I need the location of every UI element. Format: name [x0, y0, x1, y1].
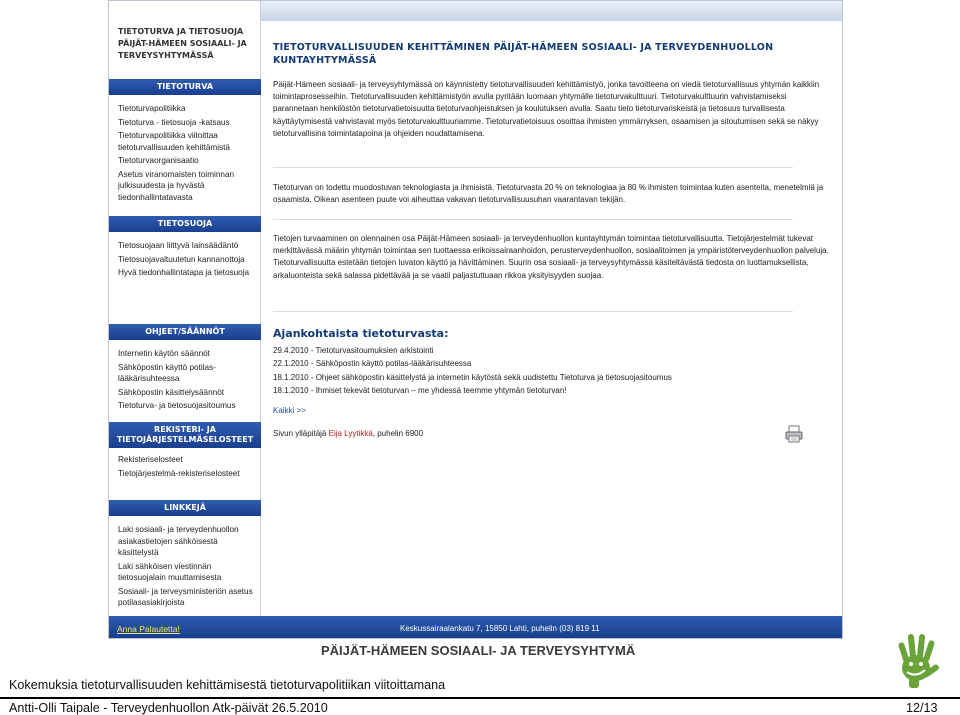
news-item[interactable]: 18.1.2010 - Ihmiset tekevät tietoturvan – me yhdessä teemme yhtymän tietoturvan!	[273, 385, 567, 395]
nav-item[interactable]: Sähköpostin käsittelysäännöt	[118, 387, 225, 397]
technology-paragraph: Tietoturvan on todettu muodostuvan teknologiasta ja ihmisistä. Tietoturvasta 20 % on teknologiaa ja 80 % ihmisten toimintaa kuten asenteita, menetelmiä ja osaamista. Oikean asenteen puute voi aiheuttaa vakavan tietoturvallisuusuhan vaarantavan tekijän.	[273, 183, 824, 205]
nav-item[interactable]: Tietoturvaorganisaatio	[118, 156, 199, 165]
nav-item[interactable]: Tietoturvapolitiikka viitoittaa tietoturvallisuuden kehittämistä	[118, 131, 230, 152]
news-list	[273, 344, 833, 397]
footer-address: Keskussairaalankatu 7, 15850 Lahti, puhelin (03) 819 11	[400, 624, 600, 633]
nav-item[interactable]: Rekisteriselosteet	[118, 455, 183, 464]
nav-list-tietosuoja	[118, 240, 258, 279]
nav-header-linkkeja[interactable]: LINKKEJÄ	[109, 500, 261, 516]
website-screenshot	[108, 0, 843, 639]
nav-item[interactable]: Tietoturva - tietosuoja -katsaus	[118, 117, 230, 127]
nav-item[interactable]: Tietoturvapolitiikka	[118, 104, 186, 113]
nav-item[interactable]: Laki sähköisen viestinnän tietosuojalain muuttamisesta	[118, 561, 222, 582]
nav-header-ohjeet[interactable]: OHJEET/SÄÄNNÖT	[109, 324, 261, 340]
news-item[interactable]: 29.4.2010 - Tietoturvasitoumuksien arkistointi	[273, 346, 434, 355]
maintainer-phone: , puhelin 6900	[372, 429, 424, 438]
nav-list-linkkeja	[118, 524, 258, 609]
nav-item[interactable]: Internetin käytön säännöt	[118, 349, 210, 358]
slide-title: Kokemuksia tietoturvallisuuden kehittämisestä tietoturvapolitiikan viitoittamana	[9, 678, 446, 692]
intro-paragraph: Päijät-Hämeen sosiaali- ja terveysyhtymässä on käynnistetty tietoturvallisuuden kehittämistyö, jonka tavoitteena on viedä tietoturvallisuus yhtymän kaikkiin toimintaprosesseihin. Tietoturvallisuuden kehittämistyön avulla pyritään luomaan yhtymälle tietoturvakulttuuri. Tietoturvakulttuurin vahvistamiseksi parannetaan henkilöstön tietoturvatietoisuutta tietoturvaohjeistuksen ja koulutuksen avulla. Saatu tieto tietoturvariskeistä ja tietosuus turvallisesta käyttäytymisestä vahvistavat myös tietoturvakulttuuriamme. Tietoturvatietoisuus osoittaa ihmisten ymmärryksen, osaamisen ja sitoutumisen sekä se näkyy tietoturvallisina toimintatapoina ja ohjeiden noudattamisena.	[273, 80, 820, 138]
news-item[interactable]: 18.1.2010 - Ohjeet sähköpostin käsittelystä ja internetin käytöstä sekä uudistettu Tietoturva ja tietosuojasitoumus	[273, 372, 672, 382]
maintainer-prefix: Sivun ylläpitäjä	[273, 429, 327, 438]
nav-item[interactable]: Laki sosiaali- ja terveydenhuollon asiakastietojen sähköisestä käsittelystä	[118, 525, 239, 557]
site-org-title: TIETOTURVA JA TIETOSUOJA PÄIJÄT-HÄMEEN SOSIAALI- JA TERVEYSYHTYMÄSSÄ	[118, 27, 247, 60]
page-title: TIETOTURVALLISUUDEN KEHITTÄMINEN PÄIJÄT-HÄMEEN SOSIAALI- JA TERVEYDENHUOLLON KUNTAYHTYMÄSSÄ	[273, 42, 774, 66]
page-number: 12/13	[906, 701, 938, 715]
slide-org-caption: PÄIJÄT-HÄMEEN SOSIAALI- JA TERVEYSYHTYMÄ	[321, 643, 636, 658]
nav-header-tietosuoja[interactable]: TIETOSUOJA	[109, 216, 261, 232]
nav-list-rekisteri	[118, 454, 258, 479]
nav-header-rekisteri[interactable]: REKISTERI- JA TIETOJÄRJESTELMÄSELOSTEET	[109, 422, 261, 448]
nav-item[interactable]: Tietojärjestelmä-rekisteriselosteet	[118, 468, 240, 478]
green-hand-logo-icon	[889, 628, 945, 690]
section-divider	[273, 311, 793, 312]
maintainer-name[interactable]: Eija Lyytikkä	[328, 429, 373, 438]
nav-item[interactable]: Tietoturva- ja tietosuojasitoumus	[118, 401, 236, 410]
nav-item[interactable]: Sosiaali- ja terveysministeriön asetus potilasasiakirjoista	[118, 586, 253, 607]
nav-list-ohjeet	[118, 348, 258, 412]
news-item[interactable]: 22.1.2010 - Sähköpostin käyttö potilas-lääkärisuhteessa	[273, 359, 472, 369]
news-title: Ajankohtaista tietoturvasta:	[273, 327, 449, 340]
nav-list-tietoturva	[118, 103, 258, 203]
feedback-link[interactable]: Anna Palautetta!	[117, 624, 180, 634]
main-content	[273, 1, 838, 616]
nav-item[interactable]: Tietosuojavaltuutetun kannanottoja	[118, 254, 245, 264]
protection-paragraph: Tietojen turvaaminen on olennainen osa Päijät-Hämeen sosiaali- ja terveydenhuollon kuntayhtymän toimintaa tietoturvallisuutta. Tietojärjestelmät tukevat merkittävässä määrin yhtymän toimintaa sen tuottaessa erikoissairaanhoidon, perusterveydenhuollon, sosiaalitoimen ja ympäristöterveydenhuollon palveluja. Tietoturvallisuutta estetään tietojen luvaton käyttö ja hävittäminen. Suurin osa sosiaali- ja terveysyhtymässä käsiteltävästä tiedosta on luottamuksellista, arkaluonteista sekä salassa pidettävää ja se vaatii paljastuttuaan rikkoa yksityisyyden suojaa.	[273, 234, 829, 280]
printer-icon[interactable]	[785, 425, 803, 443]
section-divider	[273, 167, 793, 168]
maintainer-line	[273, 429, 423, 438]
left-navigation	[109, 1, 261, 616]
nav-item[interactable]: Tietosuojaan liittyvä lainsäädäntö	[118, 241, 239, 250]
footer-rule	[0, 697, 960, 699]
slide-author: Antti-Olli Taipale - Terveydenhuollon Atk-päivät 26.5.2010	[9, 701, 328, 715]
nav-item[interactable]: Asetus viranomaisten toiminnan julkisuudesta ja hyvästä tiedonhallintatavasta	[118, 169, 235, 202]
all-news-link[interactable]: Kaikki >>	[273, 406, 306, 415]
section-divider	[273, 219, 793, 220]
nav-item[interactable]: Sähköpostin käyttö potilas-lääkärisuhteessa	[118, 362, 216, 383]
nav-item[interactable]: Hyvä tiedonhallintatapa ja tietosuoja	[118, 268, 250, 277]
nav-header-tietoturva[interactable]: TIETOTURVA	[109, 79, 261, 95]
